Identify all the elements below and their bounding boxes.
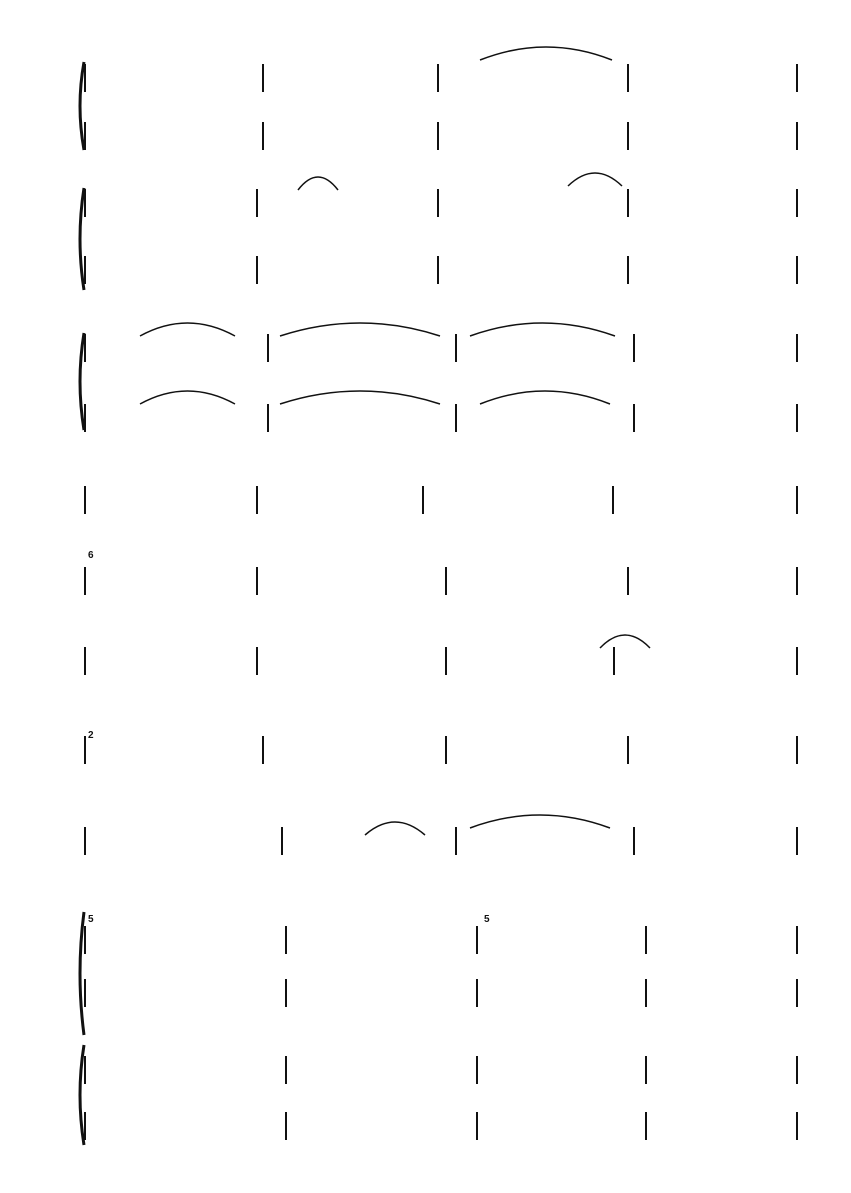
barline [256, 647, 258, 675]
lyric-line [0, 1010, 851, 1040]
lyric-line [0, 676, 851, 706]
staff-start-line [84, 647, 86, 675]
barline [645, 1112, 647, 1140]
lyric-line [0, 887, 851, 917]
lyric-line [0, 796, 851, 826]
notation-row [0, 1108, 851, 1148]
lyric-line [0, 620, 851, 650]
lyric-line [0, 1076, 851, 1106]
lyric-line [0, 1145, 851, 1175]
staff-start-line [84, 979, 86, 1007]
barline [796, 404, 798, 432]
lyric-line [0, 760, 851, 790]
barline [796, 334, 798, 362]
barline [633, 827, 635, 855]
barline [796, 122, 798, 150]
staff-start-line [84, 827, 86, 855]
barline [796, 827, 798, 855]
barline [455, 827, 457, 855]
lyric-line [0, 238, 851, 268]
staff-start-line [84, 1112, 86, 1140]
lyric-line [0, 86, 851, 116]
lyric-line [0, 300, 851, 330]
lyric-line [0, 155, 851, 185]
barline [633, 334, 635, 362]
barline [437, 122, 439, 150]
barline [285, 1112, 287, 1140]
lyric-line [0, 856, 851, 886]
barline [285, 979, 287, 1007]
lyric-line [0, 950, 851, 980]
lyric-line [0, 363, 851, 393]
key-mark: 5 [484, 914, 490, 925]
slur [480, 47, 612, 60]
lyric-line [0, 432, 851, 462]
barline [627, 122, 629, 150]
barline [796, 647, 798, 675]
barline [455, 404, 457, 432]
barline [645, 979, 647, 1007]
notation-row [0, 975, 851, 1015]
barline [267, 334, 269, 362]
barline [613, 647, 615, 675]
lyric-line [0, 210, 851, 240]
barline [633, 404, 635, 432]
barline [445, 647, 447, 675]
notation-row [0, 118, 851, 158]
barline [476, 1112, 478, 1140]
lyric-line [0, 590, 851, 620]
staff-start-line [84, 334, 86, 362]
barline [455, 334, 457, 362]
barline [476, 979, 478, 1007]
barline [796, 979, 798, 1007]
key-mark: 5 [88, 914, 94, 925]
key-mark: 6 [88, 550, 94, 561]
lyric-line [0, 705, 851, 735]
barline [262, 122, 264, 150]
staff-start-line [84, 404, 86, 432]
barline [796, 1112, 798, 1140]
barline [281, 827, 283, 855]
staff-start-line [84, 122, 86, 150]
lyric-line [0, 510, 851, 540]
barline [267, 404, 269, 432]
key-mark: 2 [88, 730, 94, 741]
